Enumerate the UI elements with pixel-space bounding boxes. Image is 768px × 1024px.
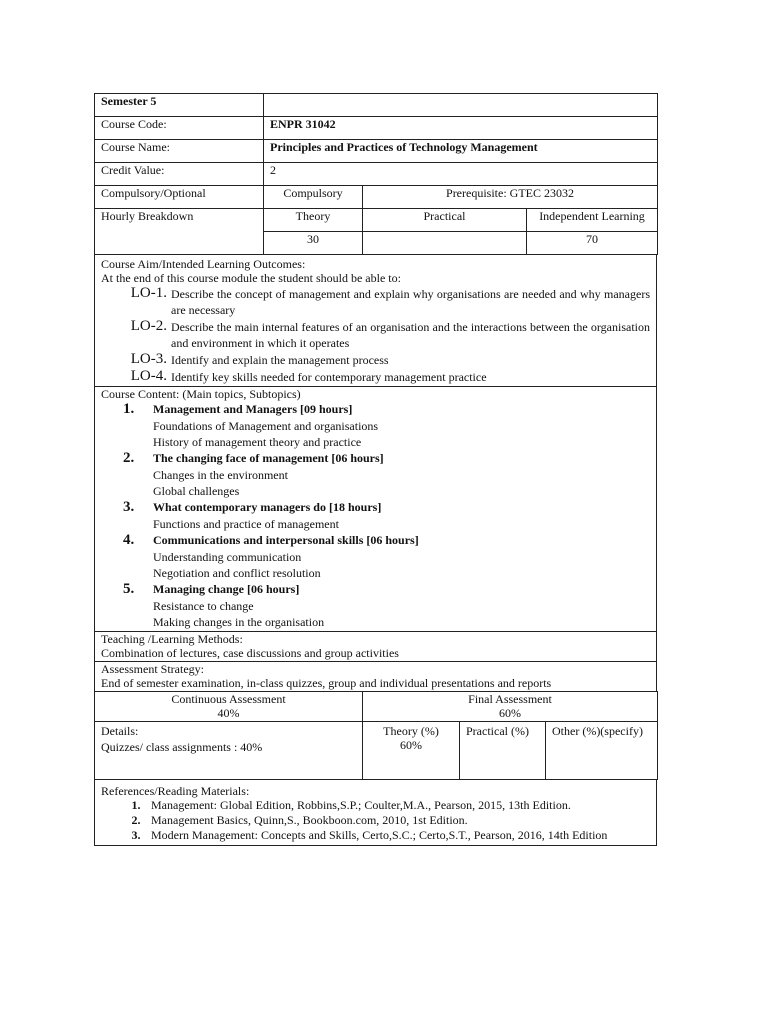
outcome-text: Describe the main internal features of an organisation and the interactions between the organisation and environment in which it operates <box>171 320 650 350</box>
topic-title: Managing change [06 hours] <box>153 582 300 596</box>
subtopic: History of management theory and practice <box>153 435 362 449</box>
outcome-code: LO-4. <box>130 368 167 384</box>
outcomes-heading: Course Aim/Intended Learning Outcomes: <box>101 257 306 271</box>
topic-item <box>123 499 650 516</box>
outcome-item <box>101 318 650 351</box>
course-info-table <box>94 93 658 255</box>
topic-title: What contemporary managers do [18 hours] <box>153 500 382 514</box>
subtopic: Changes in the environment <box>153 468 288 482</box>
content-heading: Course Content: (Main topics, Subtopics) <box>101 387 301 401</box>
reference-text: Management Basics, Quinn,S., Bookboon.com, 2010, 1st Edition. <box>151 813 468 827</box>
topic-number: 1. <box>123 401 135 417</box>
credit-value-label: Credit Value: <box>95 163 264 186</box>
theory-hours: 30 <box>264 232 363 255</box>
final-assessment-label: Final Assessment <box>468 692 552 706</box>
course-code-value: ENPR 31042 <box>264 117 658 140</box>
outcome-item <box>101 351 650 368</box>
outcome-text: Describe the concept of management and explain why organisations are needed and why managers are necessary <box>171 287 650 317</box>
theory-pct-label: Theory (%) <box>383 724 439 738</box>
semester-label: Semester 5 <box>95 94 264 117</box>
course-code-label: Course Code: <box>95 117 264 140</box>
continuous-assessment-pct: 40% <box>217 706 240 720</box>
topic-title: Communications and interpersonal skills [06 hours] <box>153 533 419 547</box>
references-heading: References/Reading Materials: <box>101 784 250 798</box>
references-section <box>94 780 657 846</box>
reference-item <box>121 828 650 843</box>
compulsory-label: Compulsory/Optional <box>95 186 264 209</box>
topic-title: The changing face of management [06 hours] <box>153 451 384 465</box>
independent-learning-label: Independent Learning <box>527 209 658 232</box>
reference-text: Modern Management: Concepts and Skills, Certo,S.C.; Certo,S.T., Pearson, 2016, 14th Edition <box>151 828 608 842</box>
assessment-text: End of semester examination, in-class quizzes, group and individual presentations and reports <box>101 676 552 690</box>
topic-number: 2. <box>123 450 135 466</box>
topic-item <box>123 581 650 598</box>
subtopic: Global challenges <box>153 484 240 498</box>
topic-item <box>123 532 650 549</box>
practical-hours <box>363 232 527 255</box>
outcome-code: LO-1. <box>130 285 167 301</box>
reference-number: 2. <box>131 813 141 827</box>
practical-pct-label: Practical (%) <box>460 722 546 780</box>
topic-number: 3. <box>123 499 135 515</box>
topic-item <box>123 450 650 467</box>
independent-hours: 70 <box>527 232 658 255</box>
details-label: Details: <box>101 724 139 738</box>
outcome-text: Identify key skills needed for contemporary management practice <box>171 370 487 384</box>
course-content-section <box>94 387 657 632</box>
learning-outcomes-section <box>94 255 657 387</box>
teaching-heading: Teaching /Learning Methods: <box>101 632 243 646</box>
outcome-text: Identify and explain the management process <box>171 353 389 367</box>
course-name-value: Principles and Practices of Technology Management <box>264 140 658 163</box>
hourly-breakdown-label: Hourly Breakdown <box>95 209 264 255</box>
topic-item <box>123 401 650 418</box>
reference-number: 1. <box>131 798 141 812</box>
assessment-table <box>94 691 658 780</box>
practical-label: Practical <box>363 209 527 232</box>
final-assessment-pct: 60% <box>499 706 521 720</box>
other-pct-label: Other (%)(specify) <box>546 722 658 780</box>
continuous-assessment-label: Continuous Assessment <box>171 692 286 706</box>
theory-label: Theory <box>264 209 363 232</box>
outcome-item <box>101 368 650 385</box>
subtopic: Making changes in the organisation <box>153 615 325 629</box>
outcome-item <box>101 285 650 318</box>
reference-item <box>121 813 650 828</box>
theory-pct-value: 60% <box>400 738 422 752</box>
course-name-label: Course Name: <box>95 140 264 163</box>
prerequisite: Prerequisite: GTEC 23032 <box>363 186 658 209</box>
topic-number: 4. <box>123 532 135 548</box>
course-spec-document <box>94 93 657 846</box>
topic-number: 5. <box>123 581 135 597</box>
compulsory-value: Compulsory <box>264 186 363 209</box>
subtopic: Foundations of Management and organisations <box>153 419 379 433</box>
subtopic: Negotiation and conflict resolution <box>153 566 321 580</box>
outcomes-intro: At the end of this course module the student should be able to: <box>101 271 401 285</box>
teaching-text: Combination of lectures, case discussions and group activities <box>101 646 399 660</box>
outcome-code: LO-2. <box>130 318 167 334</box>
outcome-code: LO-3. <box>130 351 167 367</box>
subtopic: Understanding communication <box>153 550 302 564</box>
reference-number: 3. <box>131 828 141 842</box>
assessment-strategy-section <box>94 662 657 692</box>
reference-item <box>121 798 650 813</box>
subtopic: Functions and practice of management <box>153 517 339 531</box>
credit-value: 2 <box>264 163 658 186</box>
subtopic: Resistance to change <box>153 599 254 613</box>
assessment-heading: Assessment Strategy: <box>101 662 204 676</box>
details-text: Quizzes/ class assignments : 40% <box>101 740 263 754</box>
teaching-methods-section <box>94 632 657 662</box>
topic-title: Management and Managers [09 hours] <box>153 402 353 416</box>
reference-text: Management: Global Edition, Robbins,S.P.; Coulter,M.A., Pearson, 2015, 13th Edition. <box>151 798 571 812</box>
